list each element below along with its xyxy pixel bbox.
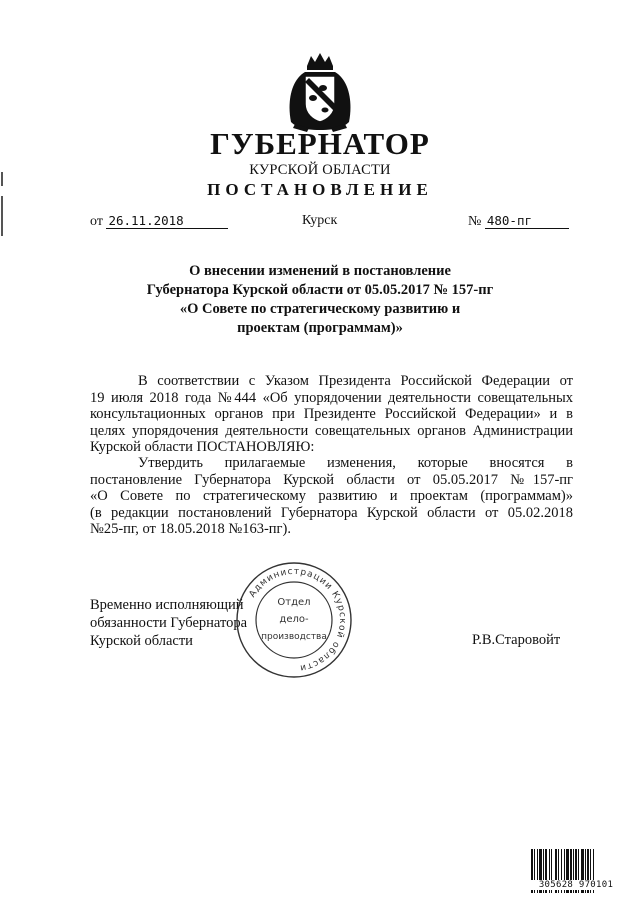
coat-of-arms-emblem xyxy=(285,52,355,132)
stamp-ring-text: Администрации Курской области xyxy=(247,566,348,673)
region-subtitle: КУРСКОЙ ОБЛАСТИ xyxy=(249,162,391,178)
number-prefix: № xyxy=(468,214,482,229)
governor-title: ГУБЕРНАТОР xyxy=(210,126,430,161)
signer-position xyxy=(90,596,247,650)
signer-position-line: обязанности Губернатора xyxy=(90,615,248,631)
number-value: 480-пг xyxy=(485,213,569,229)
paragraph-line: Курской области ПОСТАНОВЛЯЮ: xyxy=(90,439,315,455)
date-prefix: от xyxy=(90,214,103,229)
paragraph-line: «О Совете по стратегическому развитию и проектам (программам)» xyxy=(90,488,573,504)
office-stamp xyxy=(234,560,354,680)
date-value: 26.11.2018 xyxy=(106,213,228,229)
barcode-number: 305628 970101 xyxy=(531,880,621,890)
paragraph-line: постановление Губернатора Курской области от 05.05.2017 №157-пг xyxy=(90,471,573,488)
paragraph-line: №25-пг, от 18.05.2018 №163-пг). xyxy=(90,521,291,537)
heading-line: О внесении изменений в постановление xyxy=(189,263,451,279)
document-date xyxy=(90,213,228,230)
scan-margin-mark xyxy=(1,196,3,236)
stamp-center-line: Отдел xyxy=(277,597,311,608)
document-heading xyxy=(90,262,550,338)
signer-position-line: Временно исполняющий xyxy=(90,597,244,613)
paragraph-line: консультационных органов при Президенте Российской Федерации» и в xyxy=(90,406,573,422)
heading-line: «О Совете по стратегическому развитию и xyxy=(179,301,461,317)
body-paragraph-1 xyxy=(90,373,573,456)
signer-name: Р.В.Старовойт xyxy=(472,632,561,648)
body-paragraph-2 xyxy=(90,455,573,538)
stamp-center-line: производства xyxy=(261,632,327,642)
signer-position-line: Курской области xyxy=(90,633,193,649)
heading-line: проектам (программам)» xyxy=(237,320,403,336)
paragraph-line: целях упорядочения деятельности совещательных органов Администрации xyxy=(90,422,573,439)
document-type: ПОСТАНОВЛЕНИЕ xyxy=(207,180,433,199)
paragraph-line: В соответствии с Указом Президента Российской Федерации от xyxy=(138,373,573,389)
document-city: Курск xyxy=(302,213,338,228)
heading-line: Губернатора Курской области от 05.05.2017 № 157-пг xyxy=(146,282,494,298)
document-number xyxy=(468,213,569,230)
paragraph-line: (в редакции постановлений Губернатора Курской области от 05.02.2018 xyxy=(90,504,573,521)
paragraph-line: Утвердить прилагаемые изменения, которые вносятся в xyxy=(138,455,573,471)
paragraph-line: 19 июля 2018 года №444 «Об упорядочении деятельности совещательных xyxy=(90,389,573,406)
stamp-center-line: дело- xyxy=(279,614,309,625)
